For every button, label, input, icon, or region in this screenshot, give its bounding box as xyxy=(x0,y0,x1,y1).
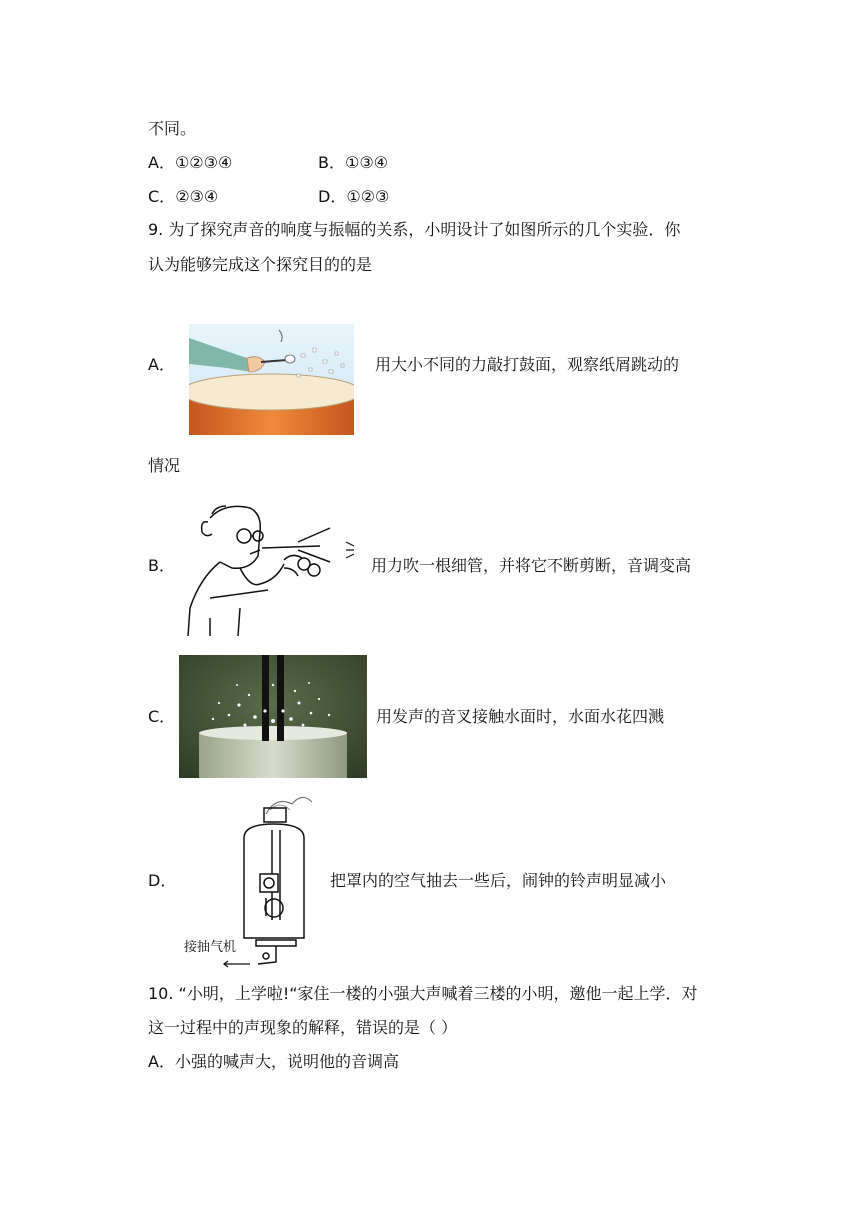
q9-option-b-text: 用力吹一根细管，并将它不断剪断，音调变高 xyxy=(371,556,692,575)
q8-option-b-text: ①③④ xyxy=(344,153,389,172)
q8-option-c[interactable] xyxy=(148,189,218,205)
intro-line: 不同。 xyxy=(148,119,197,138)
q8-option-d-text: ①②③ xyxy=(346,187,390,206)
q8-option-a-text: ①②③④ xyxy=(174,153,233,172)
q8-option-a-label: A． xyxy=(148,153,175,172)
drum-figure xyxy=(189,324,354,435)
q10-stem-line1: 10. “小明，上学啦!“家住一楼的小强大声喊着三楼的小明，邀他一起上学．对 xyxy=(148,984,698,1003)
q9-stem-line2: 认为能够完成这个探究目的的是 xyxy=(148,255,373,274)
q8-option-a[interactable] xyxy=(148,155,232,171)
q9-option-a-text: 用大小不同的力敲打鼓面，观察纸屑跳动的 xyxy=(375,355,680,374)
q9-option-d-label[interactable]: D． xyxy=(148,871,177,890)
q10-option-a[interactable] xyxy=(148,1054,399,1070)
q8-option-c-text: ②③④ xyxy=(175,187,219,206)
q8-option-b-label: B． xyxy=(318,153,345,172)
q9-option-b-label[interactable]: B． xyxy=(148,556,175,575)
q9-option-a-continuation: 情况 xyxy=(148,456,181,475)
q10-option-a-label: A． xyxy=(148,1052,175,1071)
straw-man-figure xyxy=(180,498,358,636)
bell-jar-caption: 接抽气机 xyxy=(184,940,237,955)
tuning-fork-water-figure xyxy=(179,655,367,778)
q8-option-d-label: D． xyxy=(318,187,347,206)
q8-option-b[interactable] xyxy=(318,155,388,171)
q8-option-c-label: C． xyxy=(148,187,176,206)
q9-option-a-label[interactable]: A． xyxy=(148,355,175,374)
q9-stem-line1: 9. 为了探究声音的响度与振幅的关系，小明设计了如图所示的几个实验．你 xyxy=(148,220,681,239)
q9-option-d-text: 把罩内的空气抽去一些后，闹钟的铃声明显减小 xyxy=(330,871,667,890)
q9-option-c-text: 用发声的音叉接触水面时，水面水花四溅 xyxy=(376,707,665,726)
q10-option-a-text: 小强的喊声大，说明他的音调高 xyxy=(174,1052,399,1071)
q8-option-d[interactable] xyxy=(318,189,389,205)
q9-option-c-label[interactable]: C． xyxy=(148,707,176,726)
q10-stem-line2: 这一过程中的声现象的解释，错误的是（ ） xyxy=(148,1018,458,1037)
